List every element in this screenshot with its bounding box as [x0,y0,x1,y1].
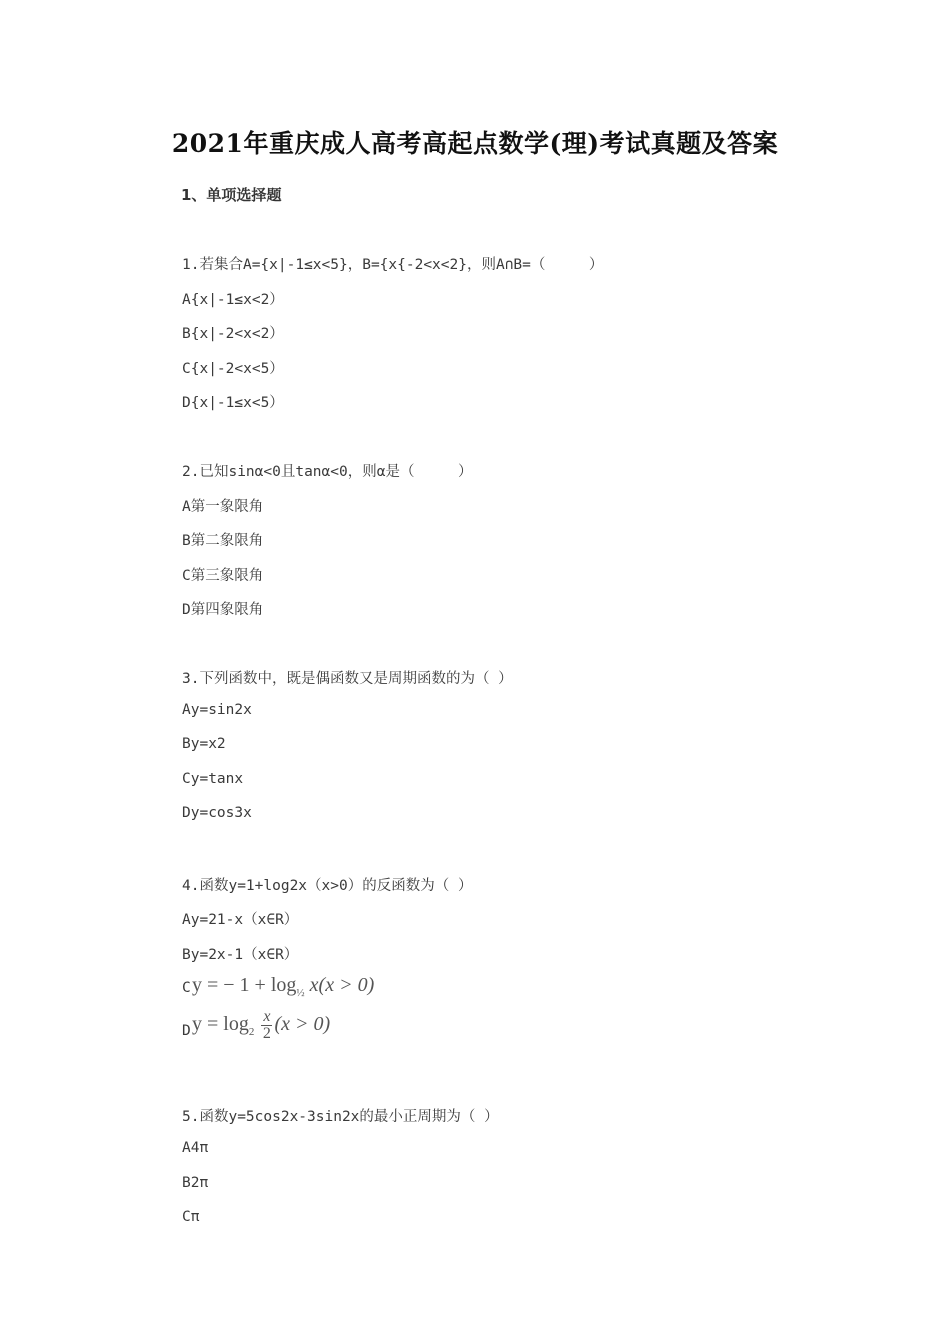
question-1-option-d: D{x|-1≤x<5） [182,395,284,411]
question-4-stem: 4.函数y=1+log2x（x>0）的反函数为（ ） [182,878,473,894]
question-2-stem: 2.已知sinα<0且tanα<0，则α是（ ） [182,464,473,480]
question-5-option-c: Cπ [182,1209,200,1225]
question-2-option-c: C第三象限角 [182,568,264,584]
question-2-option-a: A第一象限角 [182,499,264,515]
question-5-option-b: B2π [182,1175,209,1191]
section-heading: 1、单项选择题 [181,186,282,204]
question-4-option-a: Ay=21-x（x∈R） [182,912,299,928]
question-3-option-d: Dy=cos3x [182,805,252,821]
formula-d: $y = \log_2$ $\frac{x}{2}$ (x > 0) [192,1008,331,1042]
formula-c: y = − $1 + \log_{\frac{1}{2}} x(x > 0)$ [192,974,375,999]
question-3-stem: 3.下列函数中，既是偶函数又是周期函数的为（ ） [182,671,513,687]
question-2-option-d: D第四象限角 [182,602,264,618]
question-2-option-b: B第二象限角 [182,533,264,549]
question-5-stem: 5.函数y=5cos2x-3sin2x的最小正周期为（ ） [182,1109,499,1125]
question-5-option-a: A4π [182,1140,209,1156]
question-1-option-c: C{x|-2<x<5） [182,361,284,377]
question-3-option-c: Cy=tanx [182,771,244,787]
question-4-option-b: By=2x-1（x∈R） [182,947,299,963]
option-label: C [182,980,191,996]
option-label: D [182,1023,191,1039]
fraction: $\frac{x}{2}$ [262,1008,271,1042]
document-title: 2021年重庆成人高考高起点数学(理)考试真题及答案 [171,129,779,158]
question-3-option-a: Ay=sin2x [182,702,252,718]
question-1-option-a: A{x|-1≤x<2） [182,292,284,308]
question-1-stem: 1.若集合A={x|-1≤x<5}，B={x{-2<x<2}，则A∩B=（ ） [182,257,604,273]
question-3-option-b: By=x2 [182,736,226,752]
question-1-option-b: B{x|-2<x<2） [182,326,284,342]
